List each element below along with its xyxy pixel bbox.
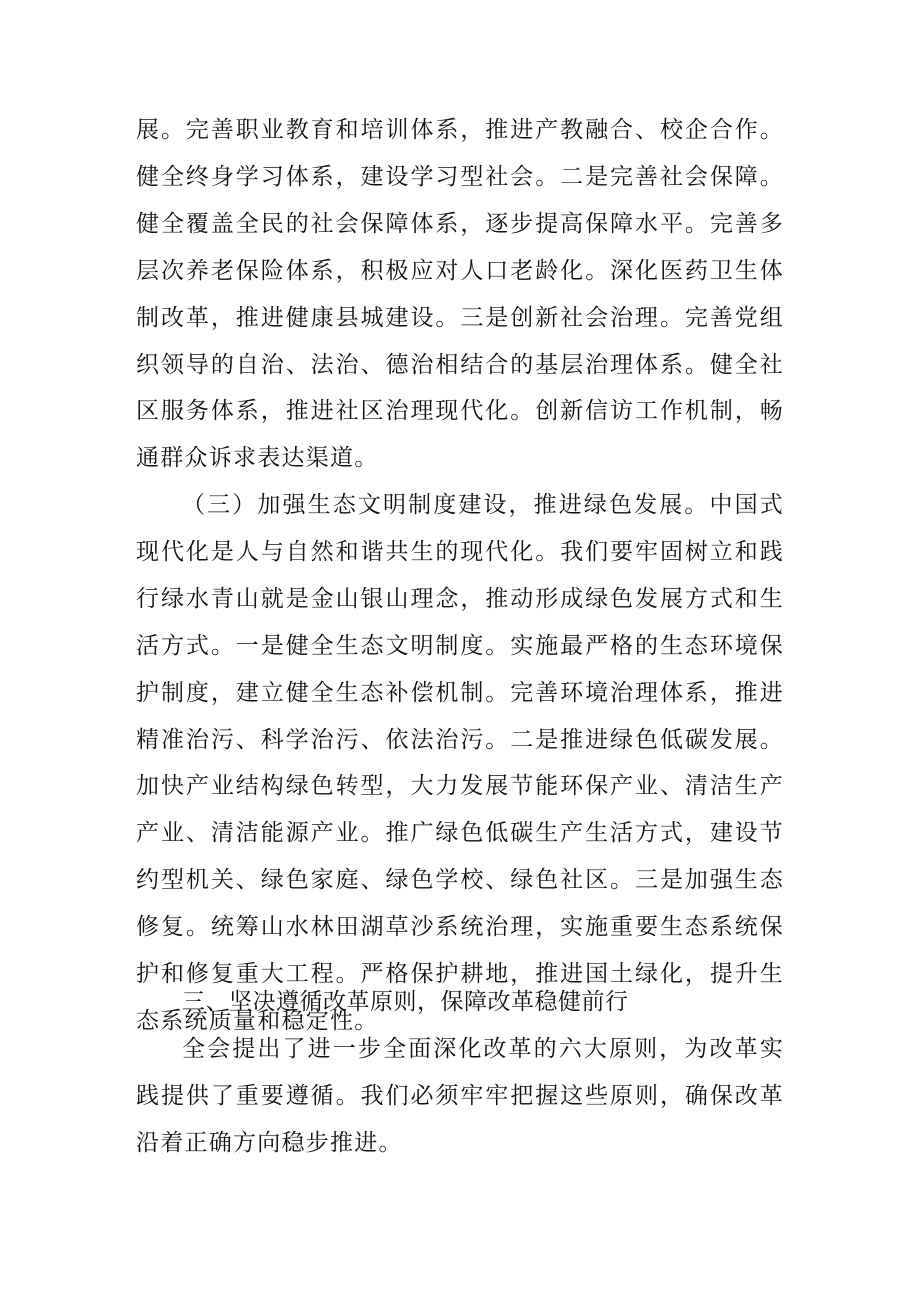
body-paragraph: 展。完善职业教育和培训体系，推进产教融合、校企合作。健全终身学习体系，建设学习型社会。二是完善社会保障。健全覆盖全民的社会保障体系，逐步提高保障水平。完善多层次养老保险体系，积极应对人口老龄化。深化医药卫生体制改革，推进健康县城建设。三是创新社会治理。完善党组织领导的自治、法治、德治相结合的基层治理体系。健全社区服务体系，推进社区治理现代化。创新信访工作机制，畅通群众诉求表达渠道。: [136, 117, 784, 472]
section-heading: 三、坚决遵循改革原则，保障改革稳健前行: [182, 989, 629, 1015]
body-paragraph: （三）加强生态文明制度建设，推进绿色发展。中国式现代化是人与自然和谐共生的现代化。我们要牢固树立和践行绿水青山就是金山银山理念，推动形成绿色发展方式和生活方式。一是健全生态文明制度。实施最严格的生态环境保护制度，建立健全生态补偿机制。完善环境治理体系，推进精准治污、科学治污、依法治污。二是推进绿色低碳发展。加快产业结构绿色转型，大力发展节能环保产业、清洁生产产业、清洁能源产业。推广绿色低碳生产生活方式，建设节约型机关、绿色家庭、绿色学校、绿色社区。三是加强生态修复。统筹山水林田湖草沙系统治理，实施重要生态系统保护和修复重大工程。严格保护耕地，推进国土绿化，提升生态系统质量和稳定性。: [136, 492, 784, 1034]
body-paragraph: 全会提出了进一步全面深化改革的六大原则，为改革实践提供了重要遵循。我们必须牢牢把握这些原则，确保改革沿着正确方向稳步推进。: [136, 1036, 784, 1156]
